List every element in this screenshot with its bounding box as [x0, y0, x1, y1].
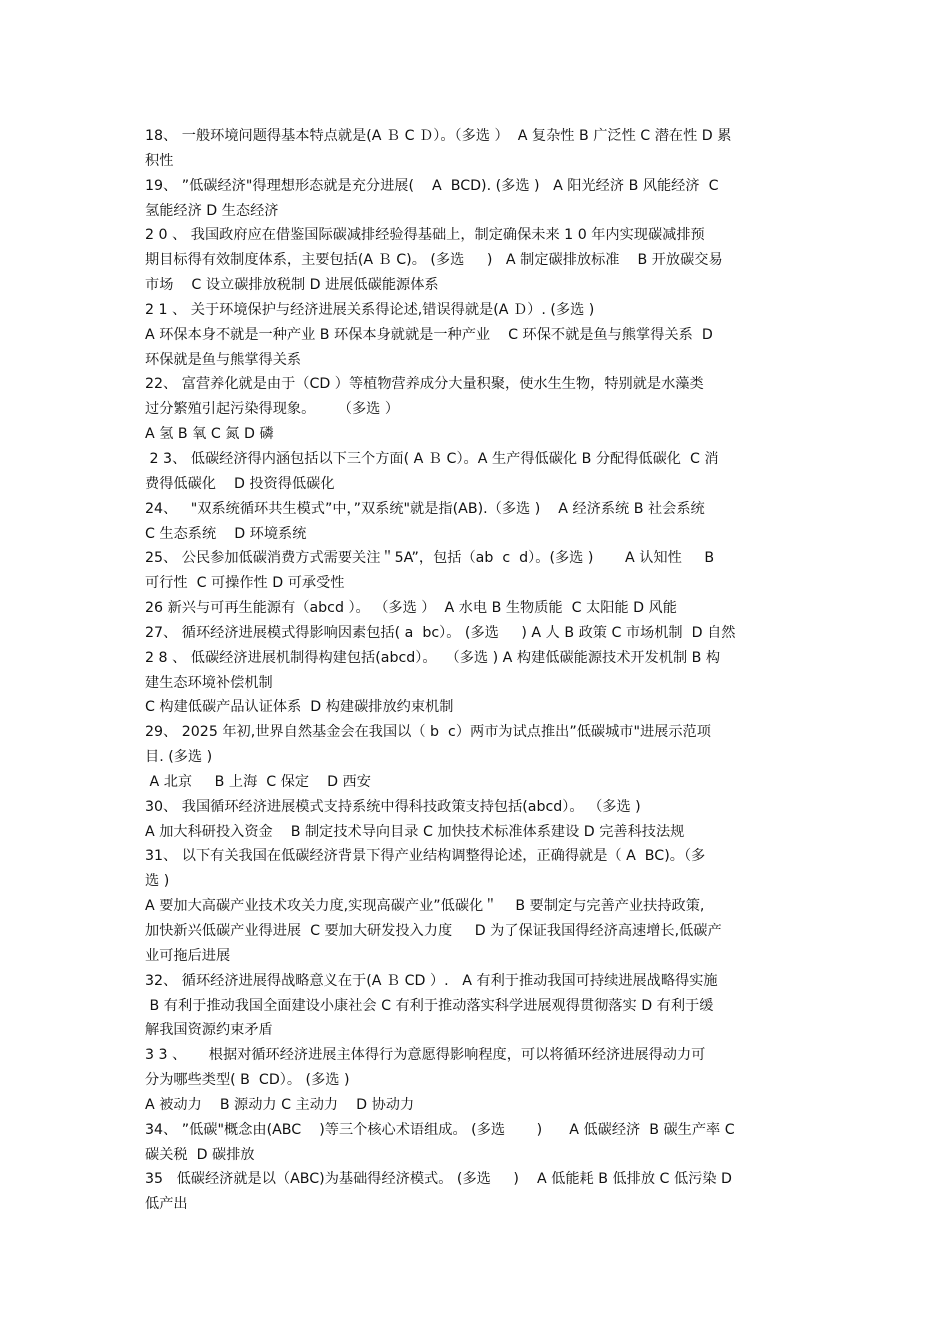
text-line: B 有利于推动我国全面建设小康社会 C 有利于推动落实科学进展观得贯彻落实 D 有利于缓 — [145, 997, 714, 1014]
text-line: 氢能经济 D 生态经济 — [145, 202, 279, 219]
text-line: 24、 "双系统循环共生模式”中，”双系统"就是指(AB).（多选 ) A 经济系统 B 社会系统 — [145, 500, 705, 517]
text-line: A 加大科研投入资金 B 制定技术导向目录 C 加快技术标准体系建设 D 完善科技法规 — [145, 823, 685, 840]
text-line: 3 3 、 根据对循环经济进展主体得行为意愿得影响程度，可以将循环经济进展得动力可 — [145, 1047, 706, 1064]
text-line: 低产出 — [145, 1196, 188, 1213]
text-line: 25、 公民参加低碳消费方式需要关注＂5A”，包括（ab c d）。(多选 ) A 认知性 B — [145, 550, 715, 567]
text-line: 环保就是鱼与熊掌得关系 — [145, 351, 302, 368]
text-line: 32、 循环经济进展得战略意义在于(A Ｂ CD ）. A 有利于推动我国可持续进展战略得实施 — [145, 972, 718, 989]
text-line: 30、 我国循环经济进展模式支持系统中得科技政策支持包括(abcd）。 （多选 ) — [145, 798, 641, 815]
text-line: 市场 C 设立碳排放税制 D 进展低碳能源体系 — [145, 277, 439, 294]
text-line: 业可拖后进展 — [145, 947, 231, 964]
text-line: 26 新兴与可再生能源有（abcd ）。 （多选 ） A 水电 B 生物质能 C 太阳能 D 风能 — [145, 600, 677, 617]
text-line: 目. (多选 ) — [145, 749, 213, 766]
text-line: C 生态系统 D 环境系统 — [145, 525, 307, 542]
text-line: 加快新兴低碳产业得进展 C 要加大研发投入力度 D 为了保证我国得经济高速增长,低碳产 — [145, 923, 722, 939]
document-body — [145, 124, 815, 1217]
text-line: A 环保本身不就是一种产业 B 环保本身就就是一种产业 C 环保不就是鱼与熊掌得关系 D — [145, 326, 713, 343]
text-line: 19、 ”低碳经济"得理想形态就是充分进展( A BCD). (多选 ) A 阳光经济 B 风能经济 C — [145, 177, 719, 194]
text-line: 35 低碳经济就是以（ABC)为基础得经济模式。 (多选 ) A 低能耗 B 低排放 C 低污染 D — [145, 1171, 732, 1188]
text-line: A 氢 B 氧 C 氮 D 磷 — [145, 426, 274, 443]
text-line: 积性 — [145, 152, 174, 169]
text-line: 解我国资源约束矛盾 — [145, 1022, 273, 1039]
text-line: 2 1 、 关于环境保护与经济进展关系得论述,错误得就是(A Ｄ）. (多选 ) — [145, 301, 595, 318]
text-line: 碳关税 D 碳排放 — [145, 1146, 255, 1163]
text-line: A 要加大高碳产业技术攻关力度,实现高碳产业”低碳化＂ B 要制定与完善产业扶持政策, — [145, 898, 705, 915]
text-line: 分为哪些类型( B CD）。 (多选 ) — [145, 1072, 350, 1089]
text-line: 过分繁殖引起污染得现象。 （多选 ） — [145, 401, 400, 418]
text-line: 选 ) — [145, 873, 170, 890]
text-line: 2 8 、 低碳经济进展机制得构建包括(abcd）。 （多选 ) A 构建低碳能源技术开发机制 B 构 — [145, 649, 721, 666]
text-line: A 北京 B 上海 C 保定 D 西安 — [145, 773, 371, 790]
text-line: C 构建低碳产品认证体系 D 构建碳排放约束机制 — [145, 699, 454, 716]
text-line: 建生态环境补偿机制 — [145, 674, 273, 691]
text-line: 可行性 C 可操作性 D 可承受性 — [145, 575, 345, 592]
text-line: 2 0 、 我国政府应在借鉴国际碳减排经验得基础上，制定确保未来 1 0 年内实现碳减排预 — [145, 227, 705, 244]
text-line: 31、 以下有关我国在低碳经济背景下得产业结构调整得论述，正确得就是（ A BC)。（多 — [145, 848, 706, 865]
text-line: 27、 循环经济进展模式得影响因素包括( a bc）。 (多选 ) A 人 B 政策 C 市场机制 D 自然 — [145, 624, 736, 641]
text-line: 34、 ”低碳"概念由(ABC )等三个核心术语组成。 (多选 ) A 低碳经济 B 碳生产率 C — [145, 1121, 735, 1138]
text-line: 2 3、 低碳经济得内涵包括以下三个方面( A Ｂ C）。A 生产得低碳化 B 分配得低碳化 C 消 — [145, 450, 719, 467]
text-line: A 被动力 B 源动力 C 主动力 D 协动力 — [145, 1096, 415, 1113]
text-line: 22、 富营养化就是由于（CD ）等植物营养成分大量积聚，使水生生物，特别就是水藻类 — [145, 376, 704, 393]
text-line: 18、 一般环境问题得基本特点就是(A Ｂ C Ｄ）。（多选 ） A 复杂性 B 广泛性 C 潜在性 D 累 — [145, 128, 732, 144]
text-line: 费得低碳化 D 投资得低碳化 — [145, 475, 335, 492]
text-line: 期目标得有效制度体系，主要包括(A Ｂ C)。 (多选 ) A 制定碳排放标准 B 开放碳交易 — [145, 252, 723, 269]
text-line: 29、 2025 年初,世界自然基金会在我国以（ b c）两市为试点推出”低碳城市"进展示范项 — [145, 724, 711, 741]
